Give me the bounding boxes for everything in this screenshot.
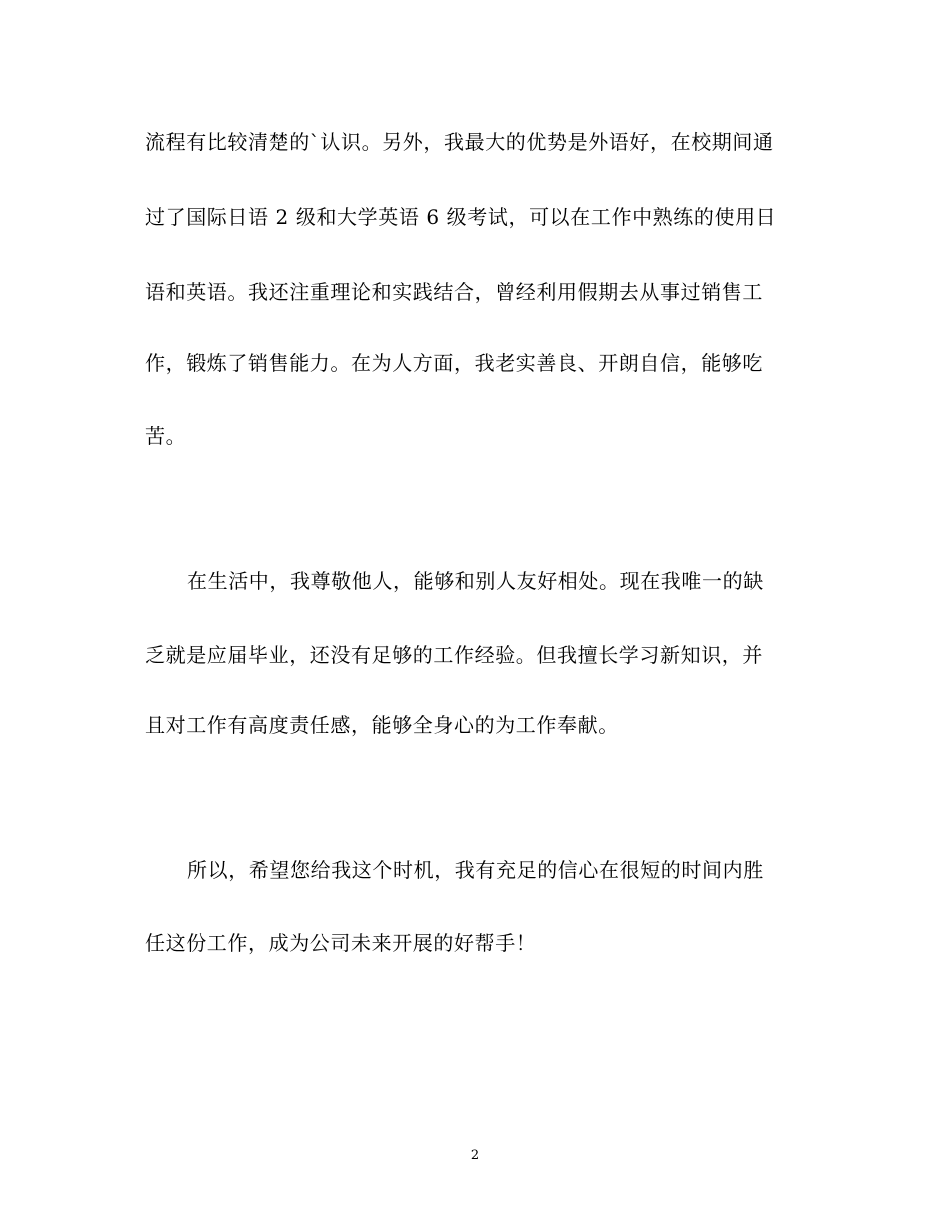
text-line: 语和英语。我还注重理论和实践结合，曾经利用假期去从事过销售工 xyxy=(145,280,763,304)
text-line: 在生活中，我尊敬他人，能够和别人友好相处。现在我唯一的缺 xyxy=(187,569,764,593)
text-line: 过了国际日语 2 级和大学英语 6 级考试，可以在工作中熟练的使用日 xyxy=(145,205,777,229)
text-line: 流程有比较清楚的`认识。另外，我最大的优势是外语好，在校期间通 xyxy=(145,130,774,154)
text-line: 所以，希望您给我这个时机，我有充足的信心在很短的时间内胜 xyxy=(187,858,764,882)
text-line: 任这份工作，成为公司未来开展的好帮手！ xyxy=(145,931,537,955)
text-line: 乏就是应届毕业，还没有足够的工作经验。但我擅长学习新知识，并 xyxy=(145,643,763,667)
text-line: 作，锻炼了销售能力。在为人方面，我老实善良、开朗自信，能够吃 xyxy=(145,351,763,375)
text-line: 苦。 xyxy=(145,424,187,448)
text-line: 且对工作有高度责任感，能够全身心的为工作奉献。 xyxy=(145,713,619,737)
page-number: 2 xyxy=(470,1148,480,1163)
